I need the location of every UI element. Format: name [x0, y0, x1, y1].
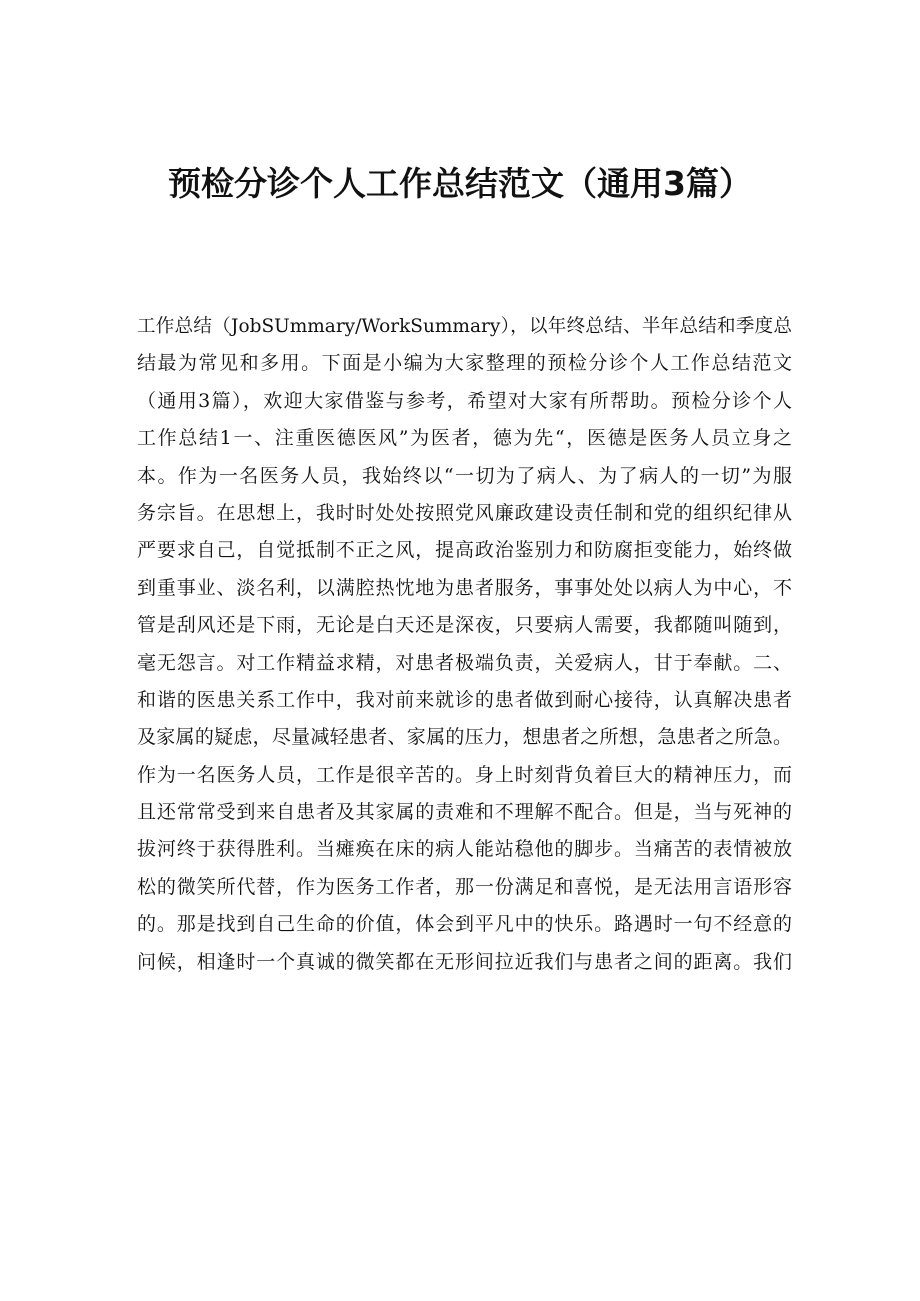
body-line: 和谐的医患关系工作中，我对前来就诊的患者做到耐心接待，认真解决患者	[137, 688, 792, 711]
body-line: 工作总结（JobSUmmary/WorkSummary），以年终总结、半年总结和季度总	[137, 316, 792, 337]
body-line: 问候，相逢时一个真诚的微笑都在无形间拉近我们与患者之间的距离。我们	[137, 950, 792, 973]
body-line: 管是刮风还是下雨，无论是白天还是深夜，只要病人需要，我都随叫随到，	[137, 614, 792, 637]
body-line: （通用3篇），欢迎大家借鉴与参考，希望对大家有所帮助。预检分诊个人	[137, 389, 792, 412]
body-line: 且还常常受到来自患者及其家属的责难和不理解不配合。但是，当与死神的	[137, 801, 792, 824]
body-line: 工作总结1一、注重医德医风”为医者，德为先“，医德是医务人员立身之	[137, 427, 792, 450]
body-line: 务宗旨。在思想上，我时时处处按照党风廉政建设责任制和党的组织纪律从	[137, 501, 792, 524]
body-line: 到重事业、淡名利，以满腔热忱地为患者服务，事事处处以病人为中心，不	[137, 576, 792, 599]
body-line: 本。作为一名医务人员，我始终以“一切为了病人、为了病人的一切”为服	[137, 464, 792, 487]
body-line: 及家属的疑虑，尽量减轻患者、家属的压力，想患者之所想，急患者之所急。	[137, 726, 792, 749]
document-title: 预检分诊个人工作总结范文（通用3篇）	[168, 164, 752, 203]
body-line: 结最为常见和多用。下面是小编为大家整理的预检分诊个人工作总结范文	[137, 352, 792, 375]
body-line: 严要求自己，自觉抵制不正之风，提高政治鉴别力和防腐拒变能力，始终做	[137, 539, 792, 562]
body-line: 毫无怨言。对工作精益求精，对患者极端负责，关爱病人，甘于奉献。二、	[137, 651, 792, 674]
body-line: 松的微笑所代替，作为医务工作者，那一份满足和喜悦，是无法用言语形容	[137, 875, 792, 898]
body-line: 作为一名医务人员，工作是很辛苦的。身上时刻背负着巨大的精神压力，而	[137, 763, 792, 786]
body-line: 的。那是找到自己生命的价值，体会到平凡中的快乐。路遇时一句不经意的	[137, 913, 792, 936]
document-body	[137, 308, 792, 981]
body-line: 拔河终于获得胜利。当瘫痪在床的病人能站稳他的脚步。当痛苦的表情被放	[137, 838, 792, 861]
